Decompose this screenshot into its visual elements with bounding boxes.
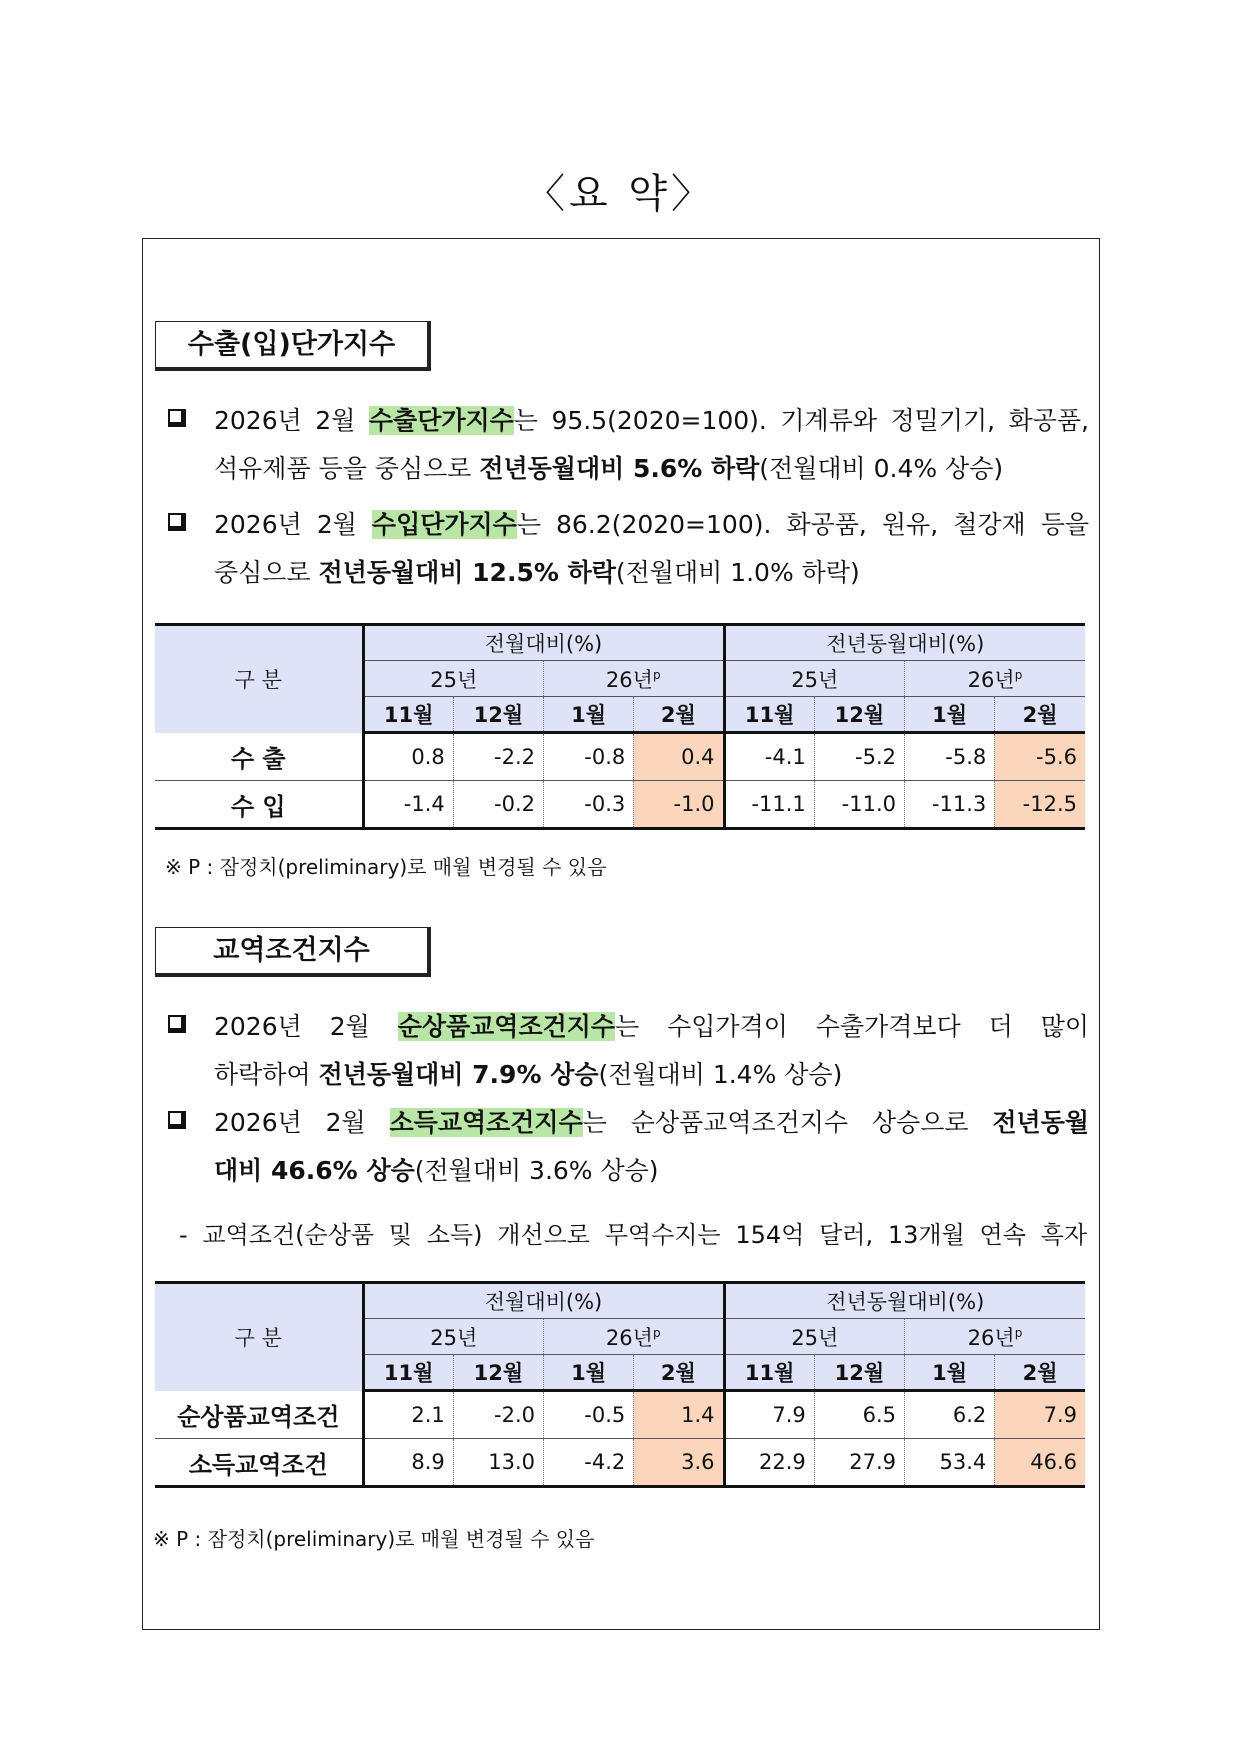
table-cell: -11.3 bbox=[905, 781, 995, 829]
checkbox-bullet-icon bbox=[168, 1111, 186, 1129]
table-row bbox=[155, 1439, 1085, 1487]
table-cell: -5.8 bbox=[905, 733, 995, 781]
table-cell-latest: 1.4 bbox=[634, 1391, 724, 1439]
table-header-month: 2월 bbox=[634, 697, 724, 733]
table-cell: -0.2 bbox=[453, 781, 543, 829]
table-cell: -11.0 bbox=[814, 781, 904, 829]
bullet-export-price: 2026년 2월 수출단가지수는 95.5(2020=100). 기계류와 정밀기기, 화공품, 석유제품 등을 중심으로 전년동월대비 5.6% 하락(전월대비 0.4% 상승) bbox=[168, 397, 1089, 493]
table-cell: -2.2 bbox=[453, 733, 543, 781]
table-header-year: 25년 bbox=[724, 661, 905, 697]
table-cell: 8.9 bbox=[363, 1439, 453, 1487]
section-heading-terms-of-trade: 교역조건지수 bbox=[155, 927, 431, 977]
footnote: ※ P : 잠정치(preliminary)로 매월 변경될 수 있음 bbox=[165, 855, 607, 879]
table-header-gubun: 구 분 bbox=[155, 1283, 363, 1391]
terms-of-trade-table bbox=[155, 1281, 1085, 1488]
table-header-year: 25년 bbox=[363, 661, 544, 697]
price-index-table bbox=[155, 623, 1085, 830]
table-cell: 0.8 bbox=[363, 733, 453, 781]
table-header-month: 2월 bbox=[995, 1355, 1085, 1391]
table-cell-latest: 0.4 bbox=[634, 733, 724, 781]
table-cell: -0.8 bbox=[544, 733, 634, 781]
table-header-year: 25년 bbox=[363, 1319, 544, 1355]
table-header-month: 11월 bbox=[363, 697, 453, 733]
table-header-yoy: 전년동월대비(%) bbox=[724, 1283, 1085, 1319]
table-header-month: 12월 bbox=[453, 697, 543, 733]
bullet-net-barter-terms: 2026년 2월 순상품교역조건지수는 수입가격이 수출가격보다 더 많이 하락하여 전년동월대비 7.9% 상승(전월대비 1.4% 상승) bbox=[168, 1003, 1089, 1099]
table-cell-latest: 46.6 bbox=[995, 1439, 1085, 1487]
table-header-year: 26년$^p$ bbox=[905, 661, 1086, 697]
table-row bbox=[155, 781, 1085, 829]
table-header-yoy: 전년동월대비(%) bbox=[724, 625, 1085, 661]
table-cell: -4.2 bbox=[544, 1439, 634, 1487]
table-cell: -0.5 bbox=[544, 1391, 634, 1439]
page-title: 〈요 약〉 bbox=[525, 171, 715, 217]
table-cell: -1.4 bbox=[363, 781, 453, 829]
bullet-import-price: 2026년 2월 수입단가지수는 86.2(2020=100). 화공품, 원유, 철강재 등을 중심으로 전년동월대비 12.5% 하락(전월대비 1.0% 하락) bbox=[168, 501, 1089, 597]
table-cell: -11.1 bbox=[724, 781, 814, 829]
table-header-year: 26년$^p$ bbox=[544, 1319, 725, 1355]
table-cell-latest: -1.0 bbox=[634, 781, 724, 829]
table-header-month: 1월 bbox=[905, 697, 995, 733]
table-cell: 27.9 bbox=[814, 1439, 904, 1487]
table-header-year: 25년 bbox=[724, 1319, 905, 1355]
checkbox-bullet-icon bbox=[168, 513, 186, 531]
row-label-import: 수 입 bbox=[155, 781, 363, 829]
table-cell: 22.9 bbox=[724, 1439, 814, 1487]
table-cell: 13.0 bbox=[453, 1439, 543, 1487]
trade-balance-note: - 교역조건(순상품 및 소득) 개선으로 무역수지는 154억 달러, 13개월 연속 흑자 bbox=[179, 1221, 1087, 1249]
summary-frame bbox=[142, 238, 1100, 1630]
table-header-mom: 전월대비(%) bbox=[363, 1283, 724, 1319]
table-cell: -0.3 bbox=[544, 781, 634, 829]
table-cell-latest: 3.6 bbox=[634, 1439, 724, 1487]
table-cell-latest: -12.5 bbox=[995, 781, 1085, 829]
table-header-month: 2월 bbox=[995, 697, 1085, 733]
table-cell: 6.5 bbox=[814, 1391, 904, 1439]
checkbox-bullet-icon bbox=[168, 1015, 186, 1033]
table-header-month: 11월 bbox=[363, 1355, 453, 1391]
checkbox-bullet-icon bbox=[168, 409, 186, 427]
table-header-month: 11월 bbox=[724, 697, 814, 733]
table-header-mom: 전월대비(%) bbox=[363, 625, 724, 661]
table-cell: 7.9 bbox=[724, 1391, 814, 1439]
row-label-net-barter: 순상품교역조건 bbox=[155, 1391, 363, 1439]
table-cell: 53.4 bbox=[905, 1439, 995, 1487]
table-header-month: 1월 bbox=[544, 1355, 634, 1391]
table-header-month: 1월 bbox=[544, 697, 634, 733]
bullet-income-terms: 2026년 2월 소득교역조건지수는 순상품교역조건지수 상승으로 전년동월 대비 46.6% 상승(전월대비 3.6% 상승) bbox=[168, 1099, 1089, 1195]
table-cell: -5.2 bbox=[814, 733, 904, 781]
table-cell: 2.1 bbox=[363, 1391, 453, 1439]
row-label-income: 소득교역조건 bbox=[155, 1439, 363, 1487]
table-cell: -2.0 bbox=[453, 1391, 543, 1439]
table-header-month: 2월 bbox=[634, 1355, 724, 1391]
table-header-month: 11월 bbox=[724, 1355, 814, 1391]
footnote: ※ P : 잠정치(preliminary)로 매월 변경될 수 있음 bbox=[153, 1527, 595, 1551]
table-cell-latest: -5.6 bbox=[995, 733, 1085, 781]
row-label-export: 수 출 bbox=[155, 733, 363, 781]
section-heading-price-index: 수출(입)단가지수 bbox=[155, 321, 431, 371]
table-header-year: 26년$^p$ bbox=[905, 1319, 1086, 1355]
table-header-year: 26년$^p$ bbox=[544, 661, 725, 697]
table-header-month: 12월 bbox=[453, 1355, 543, 1391]
table-row bbox=[155, 1391, 1085, 1439]
table-header-gubun: 구 분 bbox=[155, 625, 363, 733]
table-header-month: 1월 bbox=[905, 1355, 995, 1391]
table-cell-latest: 7.9 bbox=[995, 1391, 1085, 1439]
table-cell: -4.1 bbox=[724, 733, 814, 781]
table-header-month: 12월 bbox=[814, 697, 904, 733]
table-cell: 6.2 bbox=[905, 1391, 995, 1439]
table-header-month: 12월 bbox=[814, 1355, 904, 1391]
table-row bbox=[155, 733, 1085, 781]
